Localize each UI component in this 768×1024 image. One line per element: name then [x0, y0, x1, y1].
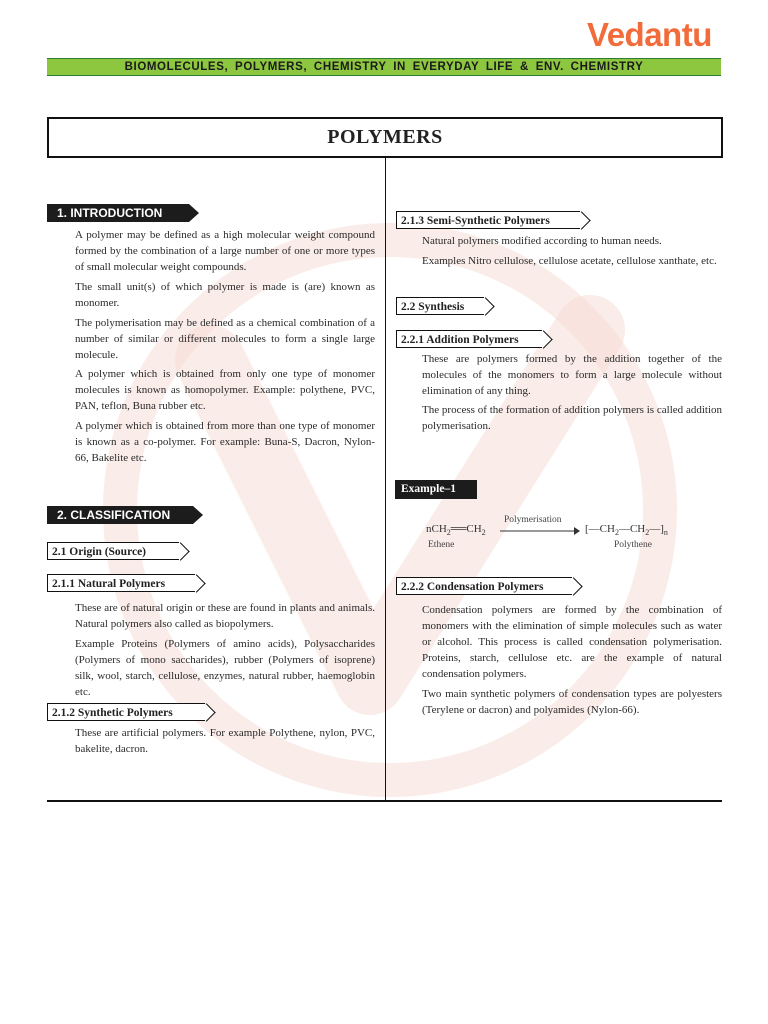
subject-bar	[47, 58, 721, 76]
intro-heading: 1. INTRODUCTION	[47, 204, 189, 222]
reactant-label: Ethene	[428, 540, 455, 550]
column-divider	[385, 157, 386, 800]
semi-para-2: Examples Nitro cellulose, cellulose acetate, cellulose xanthate, etc.	[422, 255, 717, 267]
subject-text: BIOMOLECULES, POLYMERS, CHEMISTRY IN EVERYDAY LIFE & ENV. CHEMISTRY	[124, 61, 644, 73]
condensation-para-2: Two main synthetic polymers of condensation types are polyesters (Terylene or dacron) and polyamides (Nylon-66).	[422, 688, 722, 716]
page-title-box	[47, 117, 723, 158]
addition-para-2: The process of the formation of addition polymers is called addition polymerisation.	[422, 404, 722, 432]
condensation-para-1: Condensation polymers are formed by the combination of monomers with the elimination of simple molecules such as water or alcohol. This process is called condensation polymerisation. Proteins, starch, cellulose etc. are the example of natural condensation polymers.	[422, 604, 722, 680]
origin-heading: 2.1 Origin (Source)	[47, 542, 179, 560]
reaction-arrow-label: Polymerisation	[504, 515, 562, 525]
bottom-rule	[47, 800, 722, 802]
natural-polymers-heading: 2.1.1 Natural Polymers	[47, 574, 195, 592]
natural-para-2: Example Proteins (Polymers of amino acids), Polysaccharides (Polymers of mono saccharides), rubber (Polymers of isoprene) silk, wool, starch, cellulose, enzymes, natural rubber, haemoglobin etc.	[75, 638, 375, 698]
intro-para-3: The polymerisation may be defined as a chemical combination of a number of similar or different molecules to form a single large molecule.	[75, 317, 375, 361]
synthetic-polymers-heading: 2.1.2 Synthetic Polymers	[47, 703, 205, 721]
intro-para-5: A polymer which is obtained from more than one type of monomer is known as a co-polymer. For example: Buna-S, Dacron, Nylon-66, Bakelite etc.	[75, 420, 375, 464]
svg-text:Vedantu: Vedantu	[587, 16, 712, 53]
intro-para-1: A polymer may be defined as a high molecular weight compound formed by the combination of a large number of one or more types of small molecular weight compounds.	[75, 229, 375, 273]
classification-heading: 2. CLASSIFICATION	[47, 506, 193, 524]
vedantu-logo	[585, 10, 735, 58]
product-label: Polythene	[614, 540, 652, 550]
intro-para-4: A polymer which is obtained from only one type of monomer molecules is known as homopolymer. Example: polythene, PVC, PAN, teflon, Buna rubber etc.	[75, 368, 375, 412]
condensation-polymers-heading: 2.2.2 Condensation Polymers	[396, 577, 572, 595]
intro-para-2: The small unit(s) of which polymer is made is (are) known as monomer.	[75, 281, 375, 309]
natural-para-1: These are of natural origin or these are found in plants and animals. Natural polymers also called as biopolymers.	[75, 602, 375, 630]
reaction-arrow-icon	[500, 526, 580, 536]
addition-para-1: These are polymers formed by the addition together of the molecules of the monomers to form a large molecule without elimination of any thing.	[422, 353, 722, 397]
example-label: Example–1	[395, 480, 477, 499]
semi-para-1: Natural polymers modified according to human needs.	[422, 235, 662, 247]
page-title: POLYMERS	[327, 126, 443, 148]
synthesis-heading: 2.2 Synthesis	[396, 297, 484, 315]
reactant-formula: $nCH_2══CH_2$	[426, 523, 486, 538]
addition-polymers-heading: 2.2.1 Addition Polymers	[396, 330, 542, 348]
synthetic-para-1: These are artificial polymers. For example Polythene, nylon, PVC, bakelite, dacron.	[75, 727, 375, 755]
semi-synthetic-heading: 2.1.3 Semi-Synthetic Polymers	[396, 211, 580, 229]
product-formula: $[—CH_2—CH_2—]_n$	[585, 523, 668, 538]
